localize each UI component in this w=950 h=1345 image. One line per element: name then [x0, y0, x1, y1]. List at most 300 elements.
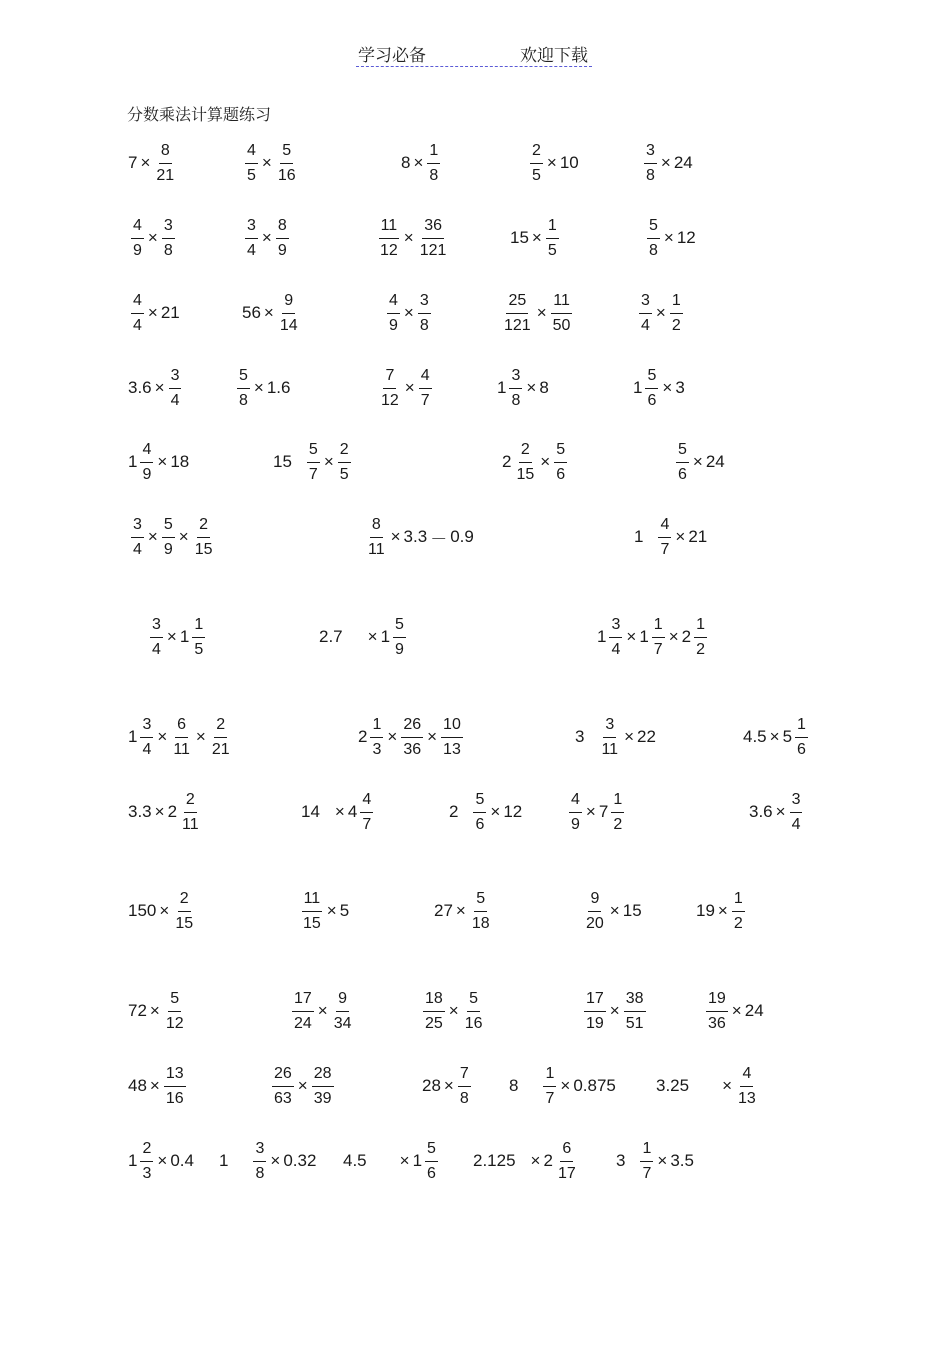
- denominator: 5: [532, 166, 541, 184]
- numerator: 3: [609, 615, 622, 638]
- multiply-sign: ×: [149, 1001, 160, 1020]
- problem-54: [655, 1059, 760, 1113]
- fraction: [514, 440, 536, 485]
- fraction: [171, 715, 192, 760]
- problem-39: [748, 785, 804, 839]
- number: 15: [510, 228, 529, 247]
- multiply-sign: ×: [390, 527, 401, 546]
- denominator: 11: [182, 815, 199, 833]
- fraction: [292, 989, 314, 1034]
- numerator: 3: [790, 790, 803, 813]
- numerator: 1: [640, 1139, 653, 1162]
- fraction: [458, 1064, 471, 1109]
- fraction: [332, 989, 354, 1034]
- fraction: [307, 440, 320, 485]
- problem-29: [318, 610, 408, 664]
- multiply-sign: ×: [655, 303, 666, 322]
- denominator: 8: [163, 241, 173, 259]
- fraction: [624, 989, 646, 1034]
- problem-53: [508, 1059, 617, 1113]
- numerator: 9: [588, 889, 601, 912]
- denominator: 6: [556, 465, 566, 483]
- multiply-sign: ×: [657, 1151, 668, 1170]
- denominator: 7: [420, 391, 430, 409]
- numerator: 2: [519, 440, 532, 463]
- multiply-sign: ×: [154, 802, 165, 821]
- problem-50: [127, 1059, 188, 1113]
- multiply-sign: ×: [270, 1151, 281, 1170]
- problem-25: [129, 510, 216, 564]
- denominator: 3: [372, 740, 382, 758]
- numerator: 9: [336, 989, 349, 1012]
- numerator: 7: [383, 366, 396, 389]
- fraction: [210, 715, 232, 760]
- number: 2: [543, 1151, 553, 1170]
- numerator: 9: [282, 291, 295, 314]
- multiply-sign: ×: [585, 802, 596, 821]
- multiply-sign: ×: [404, 378, 415, 397]
- denominator: 21: [156, 166, 175, 184]
- denominator: 15: [194, 540, 213, 558]
- problem-10: [645, 211, 697, 265]
- number: 1: [128, 1151, 138, 1170]
- numerator: 5: [647, 216, 660, 239]
- problem-13: [385, 286, 433, 340]
- numerator: 36: [422, 216, 444, 239]
- denominator: 9: [571, 815, 580, 833]
- fraction: [795, 715, 808, 760]
- fraction: [140, 440, 153, 485]
- number: 1: [179, 627, 190, 646]
- number: 12: [676, 228, 696, 247]
- multiply-sign: ×: [399, 1151, 410, 1170]
- problem-57: [342, 1134, 440, 1188]
- multiply-sign: ×: [413, 153, 424, 172]
- number: 5: [339, 901, 350, 920]
- problem-1: [127, 136, 178, 190]
- problem-15: [637, 286, 685, 340]
- denominator: 7: [642, 1164, 652, 1182]
- number: 8: [539, 378, 549, 397]
- number: 3.25: [656, 1076, 690, 1095]
- problem-3: [400, 136, 442, 190]
- denominator: 24: [294, 1014, 312, 1032]
- multiply-sign: ×: [147, 303, 158, 322]
- number: 1: [128, 452, 138, 471]
- fraction: [419, 366, 432, 411]
- problem-24: [674, 435, 726, 489]
- multiply-sign: ×: [317, 1001, 328, 1020]
- problem-37: [448, 785, 523, 839]
- numerator: 19: [706, 989, 728, 1012]
- denominator: 3: [142, 1164, 152, 1182]
- denominator: 8: [239, 391, 248, 409]
- problem-49: [704, 984, 765, 1038]
- multiply-sign: ×: [166, 627, 177, 646]
- numerator: 6: [560, 1139, 573, 1162]
- problem-8: [376, 211, 450, 265]
- fraction: [338, 440, 351, 485]
- fraction: [378, 216, 400, 261]
- numerator: 1: [546, 216, 559, 239]
- fraction: [272, 1064, 294, 1109]
- multiply-sign: ×: [455, 901, 466, 920]
- fraction: [360, 790, 373, 835]
- denominator: 5: [247, 166, 256, 184]
- denominator: 13: [738, 1089, 756, 1107]
- fraction: [639, 291, 652, 336]
- header-left-text: 学习必备: [358, 46, 426, 66]
- numerator: 3: [131, 515, 144, 538]
- fraction: [427, 141, 440, 186]
- numerator: 26: [401, 715, 423, 738]
- denominator: 9: [163, 540, 173, 558]
- multiply-sign: ×: [660, 153, 671, 172]
- numerator: 2: [140, 1139, 153, 1162]
- multiply-sign: ×: [403, 228, 414, 247]
- number: 28: [422, 1076, 441, 1095]
- multiply-sign: ×: [609, 1001, 620, 1020]
- problem-19: [496, 361, 550, 415]
- number: 15: [622, 901, 642, 920]
- numerator: 5: [162, 515, 175, 538]
- fraction: [418, 291, 431, 336]
- number: 3.6: [749, 802, 773, 821]
- fraction: [150, 615, 163, 660]
- multiply-sign: ×: [775, 802, 786, 821]
- fraction: [463, 989, 485, 1034]
- number: 7: [598, 802, 609, 821]
- fraction: [193, 515, 215, 560]
- denominator: 8: [646, 166, 655, 184]
- number: 3.6: [128, 378, 152, 397]
- problem-22: [272, 435, 353, 489]
- number: 3.3: [128, 802, 152, 821]
- numerator: 1: [543, 1064, 556, 1087]
- denominator: 7: [660, 540, 670, 558]
- numerator: 1: [427, 141, 440, 164]
- number: 4: [347, 802, 358, 821]
- number: 1: [380, 627, 391, 646]
- numerator: 2: [338, 440, 351, 463]
- number: 8: [401, 153, 411, 172]
- fraction: [647, 216, 660, 261]
- problem-44: [695, 884, 747, 938]
- denominator: 4: [641, 316, 650, 334]
- fraction: [131, 515, 144, 560]
- denominator: 7: [653, 640, 663, 658]
- numerator: 1: [795, 715, 808, 738]
- numerator: 1: [652, 615, 665, 638]
- denominator: 6: [678, 465, 687, 483]
- fraction: [379, 366, 401, 411]
- problem-48: [582, 984, 648, 1038]
- problem-9: [509, 211, 561, 265]
- denominator: 6: [475, 815, 485, 833]
- denominator: 2: [613, 815, 623, 833]
- numerator: 3: [150, 615, 163, 638]
- multiply-sign: ×: [675, 527, 686, 546]
- numerator: 5: [425, 1139, 438, 1162]
- denominator: 8: [649, 241, 658, 259]
- fraction: [312, 1064, 334, 1109]
- number: 18: [170, 452, 190, 471]
- fraction: [509, 366, 522, 411]
- problem-47: [421, 984, 487, 1038]
- fraction: [423, 989, 445, 1034]
- number: 3.5: [670, 1151, 694, 1170]
- numerator: 4: [569, 790, 582, 813]
- fraction: [301, 889, 323, 934]
- numerator: 6: [175, 715, 188, 738]
- multiply-sign: ×: [195, 727, 206, 746]
- denominator: 8: [429, 166, 439, 184]
- number: 72: [128, 1001, 147, 1020]
- denominator: 39: [313, 1089, 332, 1107]
- denominator: 8: [255, 1164, 265, 1182]
- fraction: [162, 515, 175, 560]
- number: 3.3: [403, 527, 428, 546]
- numerator: 5: [467, 989, 480, 1012]
- number: 3: [575, 727, 585, 746]
- fraction: [173, 889, 195, 934]
- minus-sign: －: [430, 529, 448, 549]
- denominator: 5: [547, 241, 557, 259]
- denominator: 20: [586, 914, 604, 932]
- multiply-sign: ×: [531, 228, 542, 247]
- numerator: 5: [393, 615, 406, 638]
- problem-11: [129, 286, 181, 340]
- numerator: 4: [419, 366, 432, 389]
- number: 2: [167, 802, 178, 821]
- numerator: 5: [307, 440, 320, 463]
- multiply-sign: ×: [334, 802, 345, 821]
- problem-36: [300, 785, 375, 839]
- number: 2: [502, 452, 512, 471]
- fraction: [790, 790, 803, 835]
- fraction: [370, 715, 383, 760]
- multiply-sign: ×: [540, 452, 551, 471]
- number: 1: [412, 1151, 423, 1170]
- denominator: 4: [611, 640, 621, 658]
- multiply-sign: ×: [731, 1001, 742, 1020]
- multiply-sign: ×: [668, 627, 679, 646]
- multiply-sign: ×: [323, 452, 334, 471]
- multiply-sign: ×: [149, 1076, 160, 1095]
- multiply-sign: ×: [263, 303, 274, 322]
- number: 15: [273, 452, 292, 471]
- problem-30: [596, 610, 709, 664]
- fraction: [140, 715, 153, 760]
- numerator: 4: [740, 1064, 753, 1087]
- problem-27: [633, 510, 708, 564]
- fraction: [502, 291, 533, 336]
- fraction: [169, 366, 182, 411]
- fraction: [546, 216, 559, 261]
- denominator: 2: [696, 640, 705, 658]
- number: 0.4: [170, 1151, 194, 1170]
- denominator: 12: [380, 241, 398, 259]
- numerator: 4: [360, 790, 373, 813]
- numerator: 3: [509, 366, 522, 389]
- fraction: [425, 1139, 438, 1184]
- fraction: [554, 440, 567, 485]
- number: 12: [503, 802, 523, 821]
- problem-51: [270, 1059, 336, 1113]
- denominator: 15: [516, 465, 535, 483]
- numerator: 26: [272, 1064, 294, 1087]
- denominator: 9: [389, 316, 398, 334]
- denominator: 15: [303, 914, 321, 932]
- problem-58: [472, 1134, 580, 1188]
- denominator: 4: [247, 241, 256, 259]
- fraction: [164, 1064, 186, 1109]
- multiply-sign: ×: [722, 1076, 733, 1095]
- multiply-sign: ×: [147, 228, 158, 247]
- fraction: [652, 615, 665, 660]
- multiply-sign: ×: [609, 901, 620, 920]
- multiply-sign: ×: [147, 527, 158, 546]
- problem-17: [235, 361, 291, 415]
- fraction: [584, 889, 606, 934]
- number: 2.7: [319, 627, 343, 646]
- number: 3: [675, 378, 685, 397]
- fraction: [640, 1139, 653, 1184]
- number: 19: [696, 901, 715, 920]
- problem-16: [127, 361, 183, 415]
- numerator: 3: [644, 141, 657, 164]
- denominator: 12: [381, 391, 399, 409]
- denominator: 121: [419, 241, 447, 259]
- multiply-sign: ×: [387, 727, 398, 746]
- multiply-sign: ×: [326, 901, 337, 920]
- numerator: 5: [554, 440, 567, 463]
- numerator: 3: [603, 715, 616, 738]
- number: 24: [705, 452, 725, 471]
- multiply-sign: ×: [157, 727, 168, 746]
- denominator: 4: [133, 540, 142, 558]
- denominator: 9: [133, 241, 142, 259]
- number: 7: [128, 153, 138, 172]
- numerator: 5: [280, 141, 293, 164]
- number: 10: [559, 153, 579, 172]
- numerator: 4: [131, 216, 144, 239]
- numerator: 4: [387, 291, 400, 314]
- denominator: 16: [277, 166, 296, 184]
- denominator: 17: [557, 1164, 576, 1182]
- multiply-sign: ×: [297, 1076, 308, 1095]
- number: 14: [301, 802, 320, 821]
- denominator: 8: [419, 316, 429, 334]
- number: 2: [449, 802, 459, 821]
- worksheet-title: 分数乘法计算题练习: [127, 105, 272, 124]
- numerator: 17: [292, 989, 314, 1012]
- number: 24: [744, 1001, 764, 1020]
- denominator: 36: [403, 740, 422, 758]
- number: 1: [633, 378, 643, 397]
- multiply-sign: ×: [692, 452, 703, 471]
- fraction: [470, 889, 492, 934]
- problem-43: [582, 884, 643, 938]
- denominator: 121: [504, 316, 531, 334]
- fraction: [706, 989, 728, 1034]
- denominator: 8: [459, 1089, 469, 1107]
- multiply-sign: ×: [178, 527, 189, 546]
- number: 2: [681, 627, 692, 646]
- numerator: 1: [611, 790, 624, 813]
- multiply-sign: ×: [624, 727, 635, 746]
- numerator: 25: [506, 291, 528, 314]
- denominator: 5: [194, 640, 204, 658]
- fraction: [192, 615, 205, 660]
- denominator: 50: [552, 316, 571, 334]
- number: 1: [497, 378, 507, 397]
- fraction: [645, 366, 658, 411]
- fraction: [644, 141, 657, 186]
- fraction: [131, 291, 144, 336]
- numerator: 2: [214, 715, 227, 738]
- fraction: [658, 515, 671, 560]
- multiply-sign: ×: [490, 802, 501, 821]
- multiply-sign: ×: [157, 1151, 168, 1170]
- numerator: 11: [302, 889, 323, 912]
- denominator: 36: [708, 1014, 726, 1032]
- multiply-sign: ×: [546, 153, 557, 172]
- denominator: 34: [333, 1014, 352, 1032]
- denominator: 18: [471, 914, 490, 932]
- problem-46: [290, 984, 356, 1038]
- denominator: 5: [339, 465, 349, 483]
- denominator: 7: [545, 1089, 555, 1107]
- numerator: 5: [237, 366, 250, 389]
- denominator: 7: [362, 815, 372, 833]
- problem-52: [421, 1059, 473, 1113]
- problem-32: [357, 710, 465, 764]
- number: 4.5: [343, 1151, 367, 1170]
- number: 56: [242, 303, 261, 322]
- denominator: 16: [464, 1014, 483, 1032]
- denominator: 4: [142, 740, 152, 758]
- fraction: [543, 1064, 556, 1109]
- number: 0.32: [283, 1151, 317, 1170]
- header-right-text: 欢迎下载: [520, 46, 588, 66]
- number: 1.6: [266, 378, 291, 397]
- fraction: [569, 790, 582, 835]
- problem-20: [632, 361, 686, 415]
- fraction: [164, 989, 186, 1034]
- fraction: [694, 615, 707, 660]
- numerator: 2: [197, 515, 210, 538]
- fraction: [611, 790, 624, 835]
- number: 21: [160, 303, 180, 322]
- problem-34: [742, 710, 810, 764]
- number: 1: [128, 727, 138, 746]
- numerator: 3: [245, 216, 258, 239]
- numerator: 3: [169, 366, 182, 389]
- numerator: 13: [164, 1064, 186, 1087]
- fraction: [551, 291, 573, 336]
- fraction: [676, 440, 689, 485]
- numerator: 2: [178, 889, 191, 912]
- fraction: [366, 515, 387, 560]
- problem-12: [241, 286, 302, 340]
- problem-33: [574, 710, 657, 764]
- numerator: 4: [131, 291, 144, 314]
- denominator: 6: [427, 1164, 436, 1182]
- number: 2.125: [473, 1151, 516, 1170]
- multiply-sign: ×: [367, 627, 378, 646]
- fraction: [180, 790, 201, 835]
